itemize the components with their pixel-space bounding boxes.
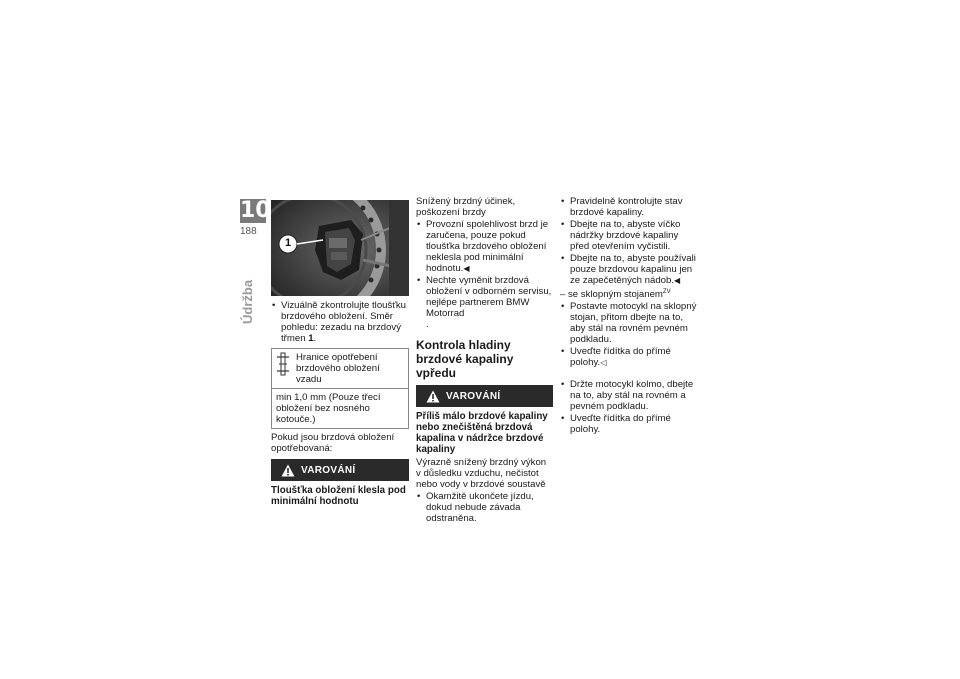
warning-banner — [271, 459, 409, 481]
list-item — [416, 491, 553, 524]
page-number: 188 — [240, 226, 257, 237]
side-stand-condition — [560, 287, 700, 300]
side-stand-text: – se sklopným stojanem — [560, 289, 663, 301]
reduced-braking-text: Snížený brzdný účinek, poškození brzdy — [416, 196, 516, 218]
brake-caliper-photo — [271, 200, 409, 296]
column-1 — [271, 300, 409, 509]
end-mark: ◁ — [600, 358, 607, 368]
replace-pads-text: Nechte vyměnit brzdová obložení v odborném servisu, nejlépe partnerem BMW Motorrad — [426, 275, 552, 319]
warning-triangle-icon — [426, 390, 440, 403]
worn-pads-text: Pokud jsou brzdová obložení opotřebovaná: — [271, 432, 395, 454]
sealed-fluid-text: Dbejte na to, abyste používali pouze brzdovou kapalinu jen ze zapečetěných nádob. — [570, 253, 696, 286]
reliability-text: Provozní spolehlivost brzd je zaručena, pouze pokud tloušťka brzdového obložení neklesla pod minimální hodnotu. — [426, 219, 549, 274]
list-item — [560, 346, 700, 368]
chapter-tab — [240, 198, 271, 237]
stop-riding-text: Okamžitě ukončete jízdu, dokud nebude závada odstraněna. — [426, 491, 534, 524]
inspect-brake-pads-text: Vizuálně zkontrolujte tloušťku brzdového obložení. Směr pohledu: zezadu na brzdový třmen — [281, 300, 407, 344]
warning-banner — [416, 385, 553, 407]
warning-label: VAROVÁNÍ — [301, 464, 356, 476]
warning-title: Tloušťka obložení klesla pod minimální hodnotu — [271, 485, 406, 507]
section-label — [237, 246, 271, 326]
handlebar-straight-text: Uveďte řídítka do přímé polohy. — [570, 346, 671, 369]
brake-performance-text: Výrazně snížený brzdný výkon v důsledku vzduchu, nečistot nebo vody v brzdové soustavě — [416, 457, 547, 490]
wear-limit-value: min 1,0 mm (Pouze třecí obložení bez nosného kotouče.) — [276, 392, 381, 425]
chapter-number: 10 — [240, 198, 271, 223]
end-mark: ◀ — [463, 264, 470, 273]
wear-limit-header — [272, 349, 408, 389]
end-mark: ◀ — [674, 276, 681, 285]
list-item: • Uveďte řídítka do přímé polohy. — [560, 413, 700, 435]
list-item: • Vizuálně zkontrolujte tloušťku brzdového obložení. Směr pohledu: zezadu na brzdový třmen 1. — [271, 300, 409, 344]
photo-callout: 1 — [284, 237, 292, 249]
list-item: • Držte motocykl kolmo, dbejte na to, aby stál na rovném a pevném podkladu. — [560, 379, 700, 412]
option-superscript: ZV — [662, 289, 671, 295]
wear-limit-label: Hranice opotřebení brzdového obložení vzadu — [296, 352, 380, 385]
warning-title: Příliš málo brzdové kapaliny nebo znečištěná brzdová kapalina v nádržce brzdové kapaliny — [416, 411, 548, 455]
list-item — [416, 219, 553, 274]
wear-gauge-icon — [276, 352, 290, 376]
list-item: • Pravidelně kontrolujte stav brzdové kapaliny. — [560, 196, 700, 218]
warning-label: VAROVÁNÍ — [446, 390, 501, 402]
wear-limit-box — [271, 348, 409, 429]
section-heading: Kontrola hladiny brzdové kapaliny vpředu — [416, 338, 514, 380]
list-item — [560, 253, 700, 286]
warning-triangle-icon — [281, 464, 295, 477]
list-item — [416, 275, 553, 330]
sentence-end: . — [426, 319, 429, 330]
caliper-reference: 1 — [308, 333, 314, 344]
section-title: Údržba — [240, 279, 255, 324]
list-item: • Dbejte na to, abyste víčko nádržky brzdové kapaliny před otevřením vyčistili. — [560, 219, 700, 252]
column-2 — [416, 196, 553, 525]
list-item: • Postavte motocykl na sklopný stojan, přitom dbejte na to, aby stál na rovném pevném podkladu. — [560, 301, 700, 345]
column-3 — [560, 196, 700, 436]
